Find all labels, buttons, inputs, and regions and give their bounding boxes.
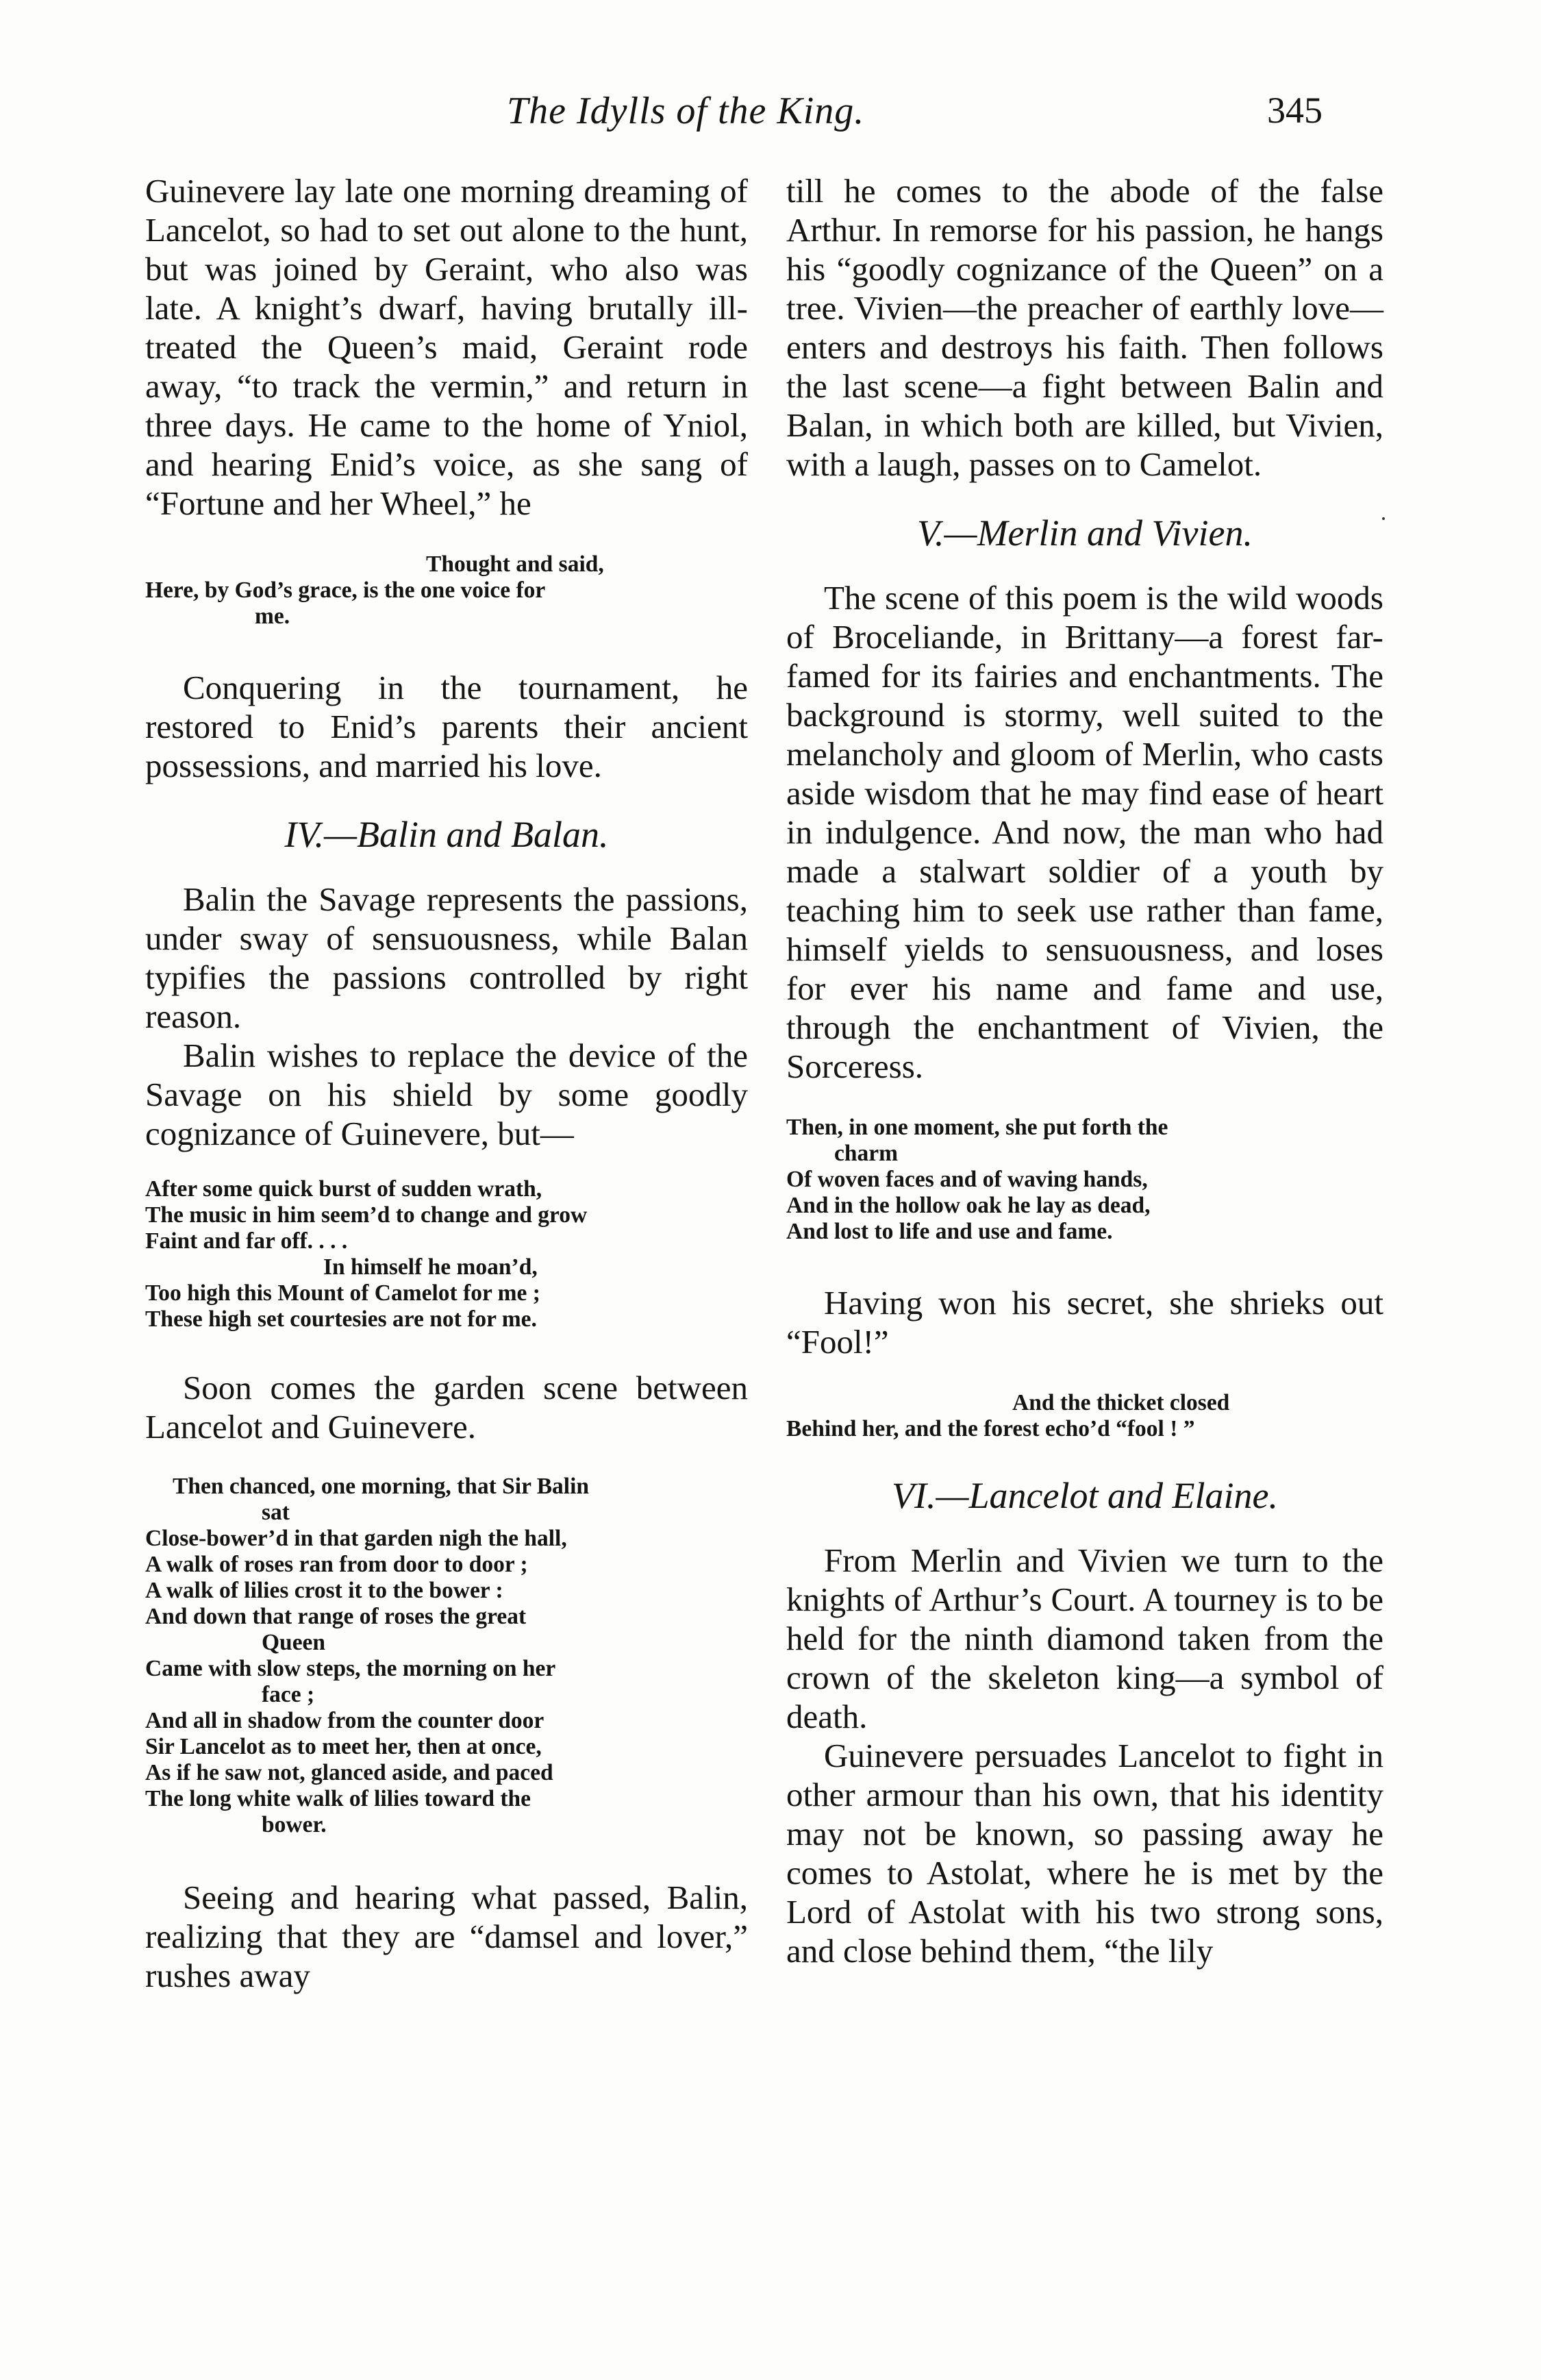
quote-line: A walk of roses ran from door to door ;	[145, 1552, 528, 1577]
section-heading-vi: VI.—Lancelot and Elaine.	[892, 1475, 1278, 1516]
quote-line: The music in him seem’d to change and grow	[145, 1202, 588, 1228]
paragraph-guinevere-persuades: Guinevere persuades Lancelot to fight in other armour than his own, that his identity may not be known, so passing away he comes to Astolat, where he is met by the Lord of Astolat with his two strong sons, and close behind them, “the lily	[786, 1737, 1383, 1970]
quote-line: After some quick burst of sudden wrath,	[145, 1176, 542, 1202]
print-speck	[1382, 517, 1385, 520]
quote-balin	[145, 1176, 748, 1332]
paragraph-geraint: Guinevere lay late one morning dreaming of Lancelot, so had to set out alone to the hunt, but was joined by Geraint, who also was late. A knight’s dwarf, having brutally ill-treated the Queen’s maid, Geraint rode away, “to track the vermin,” and return in three days. He came to the home of Yniol, and hearing Enid’s voice, as she sang of “Fortune and her Wheel,” he	[145, 172, 748, 522]
quote-line: Then, in one moment, she put forth the	[786, 1115, 1168, 1140]
paragraph-tournament: Conquering in the tournament, he restored to Enid’s parents their ancient possessions, and married his love.	[145, 669, 748, 784]
paragraph-broceliande: The scene of this poem is the wild woods of Broceliande, in Brittany—a forest far-famed for its fairies and enchantments. The background is stormy, well suited to the melancholy and gloom of Merlin, who casts aside wisdom that he may find ease of heart in indulgence. And now, the man who had made a stalwart soldier of a youth by teaching him to seek use rather than fame, himself yields to sensuousness, and loses for ever his name and fame and use, through the enchantment of Vivien, the Sorceress.	[786, 579, 1383, 1085]
quote-line: These high set courtesies are not for me.	[145, 1306, 537, 1332]
paragraph-balin-realizing: Seeing and hearing what passed, Balin, realizing that they are “damsel and lover,” rushes away	[145, 1879, 748, 1994]
quote-line: Sir Lancelot as to meet her, then at once,	[145, 1734, 542, 1759]
section-heading-v: V.—Merlin and Vivien.	[917, 512, 1253, 554]
quote-line: And in the hollow oak he lay as dead,	[786, 1193, 1151, 1218]
quote-line: And down that range of roses the great	[145, 1604, 527, 1629]
left-column	[145, 171, 748, 1995]
quote-line: And lost to life and use and fame.	[786, 1219, 1113, 1244]
quote-geraint	[145, 551, 748, 630]
quote-line: Faint and far off. . . .	[145, 1228, 348, 1254]
page-number: 345	[1267, 90, 1323, 131]
quote-line: sat	[262, 1500, 290, 1525]
paragraph-false-arthur: till he comes to the abode of the false Arthur. In remorse for his passion, he hangs his “goodly cognizance of the Queen” on a tree. Vivien—the preacher of earthly love—enters and destroys his faith. Then follows the last scene—a fight between Balin and Balan, in which both are killed, but Vivien, with a laugh, passes on to Camelot.	[786, 172, 1383, 483]
quote-line: Close-bower’d in that garden nigh the hall,	[145, 1526, 567, 1551]
quote-line: Of woven faces and of waving hands,	[786, 1167, 1148, 1192]
quote-line: A walk of lilies crost it to the bower :	[145, 1578, 503, 1603]
quote-line: The long white walk of lilies toward the	[145, 1786, 531, 1811]
paragraph-balin-device: Balin wishes to replace the device of the Savage on his shield by some goodly cognizance of Guinevere, but—	[145, 1037, 748, 1152]
paragraph-fool: Having won his secret, she shrieks out “Fool!”	[786, 1284, 1383, 1361]
quote-line: And the thicket closed	[1012, 1390, 1230, 1415]
quote-line: And all in shadow from the counter door	[145, 1708, 544, 1733]
paragraph-garden-scene: Soon comes the garden scene between Lancelot and Guinevere.	[145, 1369, 748, 1446]
quote-line: Queen	[262, 1630, 326, 1655]
right-column	[786, 171, 1383, 1970]
quote-line: In himself he moan’d,	[323, 1254, 538, 1280]
quote-line: Then chanced, one morning, that Sir Balin	[173, 1474, 590, 1499]
quote-line: Here, by God’s grace, is the one voice for	[145, 578, 546, 603]
page-header	[0, 89, 1541, 144]
quote-line: charm	[834, 1141, 899, 1166]
quote-line: face ;	[262, 1682, 315, 1707]
paragraph-tourney: From Merlin and Vivien we turn to the knights of Arthur’s Court. A tourney is to be held for the ninth diamond taken from the crown of the skeleton king—a symbol of death.	[786, 1541, 1383, 1735]
quote-line: bower.	[262, 1812, 327, 1837]
quote-vivien-charm	[786, 1115, 1383, 1245]
quote-line: Behind her, and the forest echo’d “fool ! ”	[786, 1416, 1195, 1441]
quote-line: me.	[255, 604, 290, 629]
quote-line: Too high this Mount of Camelot for me ;	[145, 1280, 540, 1306]
quote-line: Came with slow steps, the morning on her	[145, 1656, 556, 1681]
section-heading-iv: IV.—Balin and Balan.	[284, 814, 609, 855]
quote-thicket	[786, 1390, 1383, 1442]
paragraph-balin-savage: Balin the Savage represents the passions, under sway of sensuousness, while Balan typifies the passions controlled by right reason.	[145, 880, 748, 1035]
quote-garden	[145, 1474, 748, 1838]
quote-line: As if he saw not, glanced aside, and paced	[145, 1760, 553, 1785]
running-title: The Idylls of the King.	[507, 90, 865, 132]
quote-line: Thought and said,	[426, 551, 604, 577]
